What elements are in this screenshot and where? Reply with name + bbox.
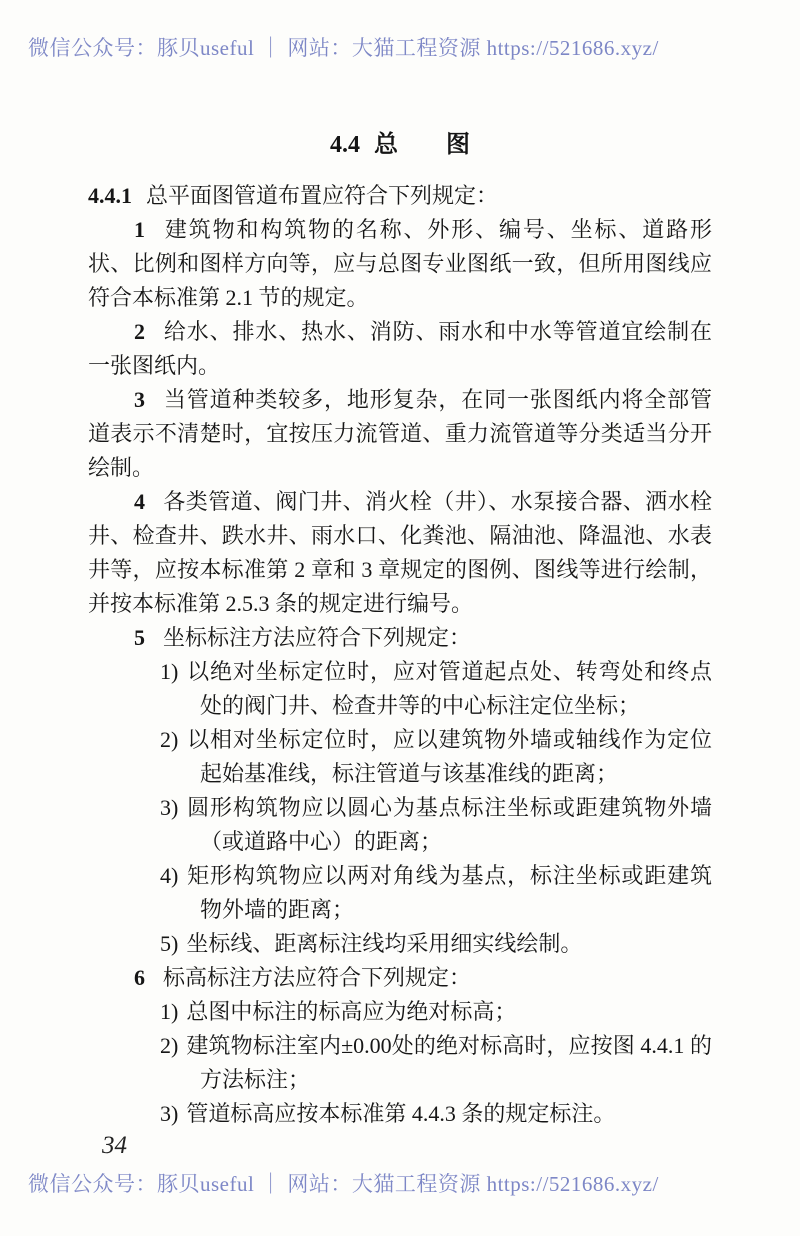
subitem-text: 矩形构筑物应以两对角线为基点，标注坐标或距建筑物外墙的距离；: [186, 863, 712, 922]
item-number: 5: [134, 625, 145, 650]
item-text: 坐标标注方法应符合下列规定：: [163, 625, 472, 650]
paragraph-clause: [88, 179, 712, 213]
watermark-header-text: 微信公众号：豚贝useful ｜ 网站：大猫工程资源 https://521686.xyz/: [28, 36, 659, 60]
clause-number: 4.4.1: [88, 183, 132, 208]
subitem-text: 以相对坐标定位时，应以建筑物外墙或轴线作为定位起始基准线，标注管道与该基准线的距离；: [186, 727, 712, 786]
paragraph-item: [88, 213, 712, 315]
item-text: 各类管道、阀门井、消火栓（井）、水泵接合器、洒水栓井、检查井、跌水井、雨水口、化粪池、隔油池、降温池、水表井等，应按本标准第 2 章和 3 章规定的图例、图线等进行绘制，并按本标准第 2.5.3 条的规定进行编号。: [88, 489, 712, 616]
paragraph-subitem: [88, 1097, 712, 1131]
subitem-text: 建筑物标注室内±0.00处的绝对标高时，应按图 4.4.1 的方法标注；: [186, 1033, 712, 1092]
watermark-footer-text: 微信公众号：豚贝useful ｜ 网站：大猫工程资源 https://521686.xyz/: [28, 1172, 659, 1196]
section-title: [0, 0, 800, 159]
item-number: 2: [134, 319, 145, 344]
item-number: 6: [134, 965, 145, 990]
item-text: 给水、排水、热水、消防、雨水和中水等管道宜绘制在一张图纸内。: [88, 319, 712, 378]
paragraph-subitem: [88, 655, 712, 723]
subitem-number: 2): [160, 727, 179, 752]
document-body: [0, 159, 800, 1131]
subitem-number: 3): [160, 1101, 179, 1126]
item-text: 标高标注方法应符合下列规定：: [163, 965, 472, 990]
item-text: 建筑物和构筑物的名称、外形、编号、坐标、道路形状、比例和图样方向等，应与总图专业图纸一致，但所用图线应符合本标准第 2.1 节的规定。: [88, 217, 712, 310]
item-number: 1: [134, 217, 145, 242]
section-name: 总 图: [374, 132, 470, 158]
paragraph-item: [88, 621, 712, 655]
subitem-number: 5): [160, 931, 179, 956]
subitem-text: 总图中标注的标高应为绝对标高；: [186, 999, 517, 1024]
paragraph-item: [88, 383, 712, 485]
subitem-number: 1): [160, 999, 179, 1024]
paragraph-item: [88, 485, 712, 621]
paragraph-subitem: [88, 723, 712, 791]
item-number: 3: [134, 387, 145, 412]
paragraph-item: [88, 961, 712, 995]
subitem-text: 以绝对坐标定位时，应对管道起点处、转弯处和终点处的阀门井、检查井等的中心标注定位坐标；: [186, 659, 712, 718]
paragraph-subitem: [88, 927, 712, 961]
subitem-number: 1): [160, 659, 179, 684]
paragraph-subitem: [88, 859, 712, 927]
paragraph-subitem: [88, 995, 712, 1029]
subitem-number: 2): [160, 1033, 179, 1058]
paragraph-item: [88, 315, 712, 383]
paragraph-subitem: [88, 791, 712, 859]
item-text: 当管道种类较多，地形复杂，在同一张图纸内将全部管道表示不清楚时，宜按压力流管道、重力流管道等分类适当分开绘制。: [88, 387, 712, 480]
subitem-text: 管道标高应按本标准第 4.4.3 条的规定标注。: [186, 1101, 616, 1126]
paragraph-subitem: [88, 1029, 712, 1097]
page-number: 34: [102, 1132, 127, 1159]
clause-text: 总平面图管道布置应符合下列规定：: [146, 183, 499, 208]
watermark-header: [28, 32, 780, 62]
subitem-number: 3): [160, 795, 179, 820]
subitem-text: 圆形构筑物应以圆心为基点标注坐标或距建筑物外墙（或道路中心）的距离；: [186, 795, 712, 854]
subitem-number: 4): [160, 863, 179, 888]
item-number: 4: [134, 489, 145, 514]
section-number: 4.4: [330, 132, 360, 158]
watermark-footer: [28, 1168, 780, 1198]
subitem-text: 坐标线、距离标注线均采用细实线绘制。: [186, 931, 583, 956]
